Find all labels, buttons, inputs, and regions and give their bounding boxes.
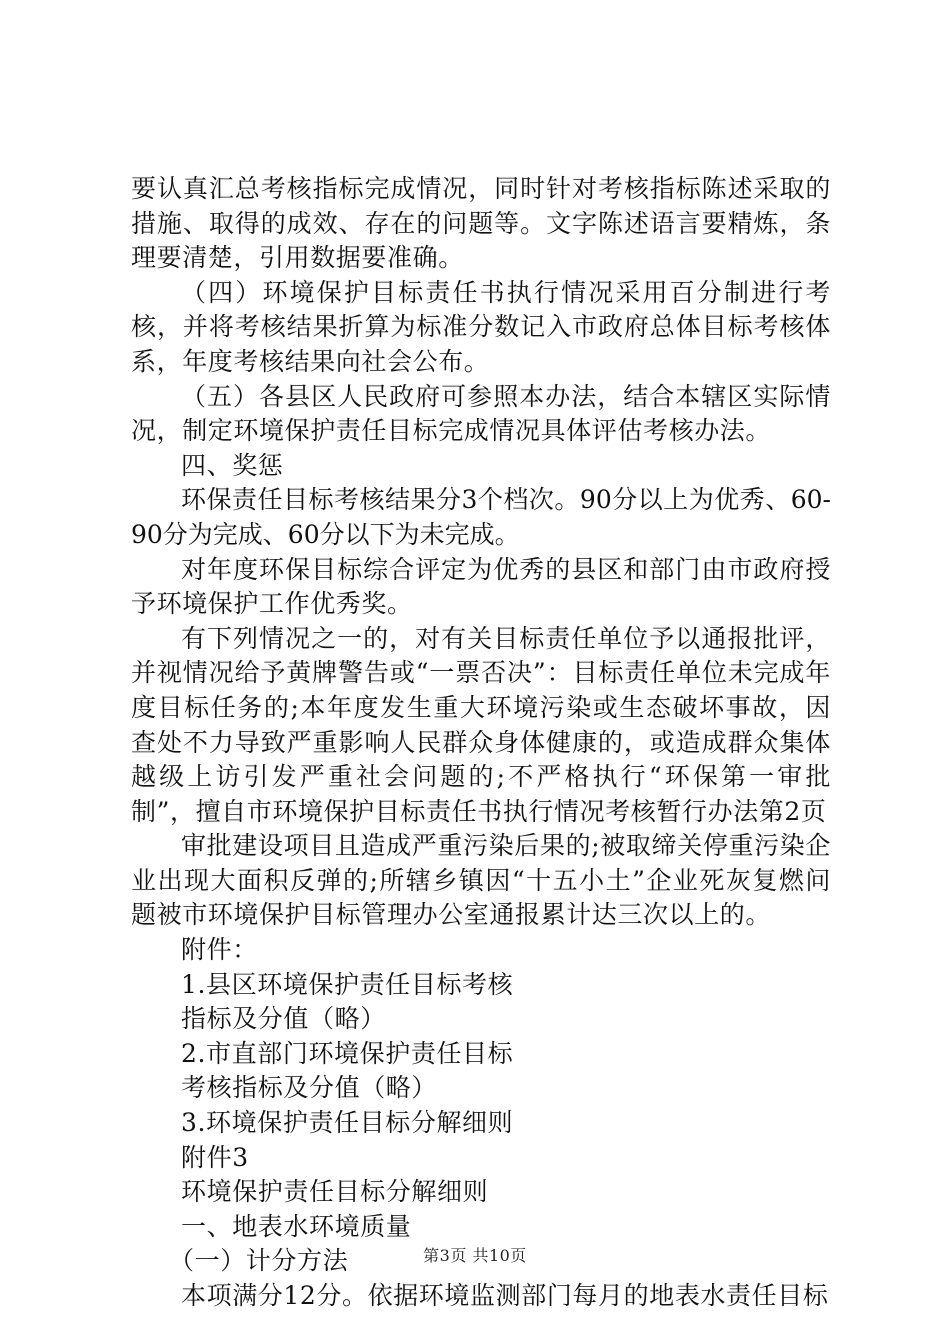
- document-body: [131, 172, 831, 1314]
- appendix-3-label: 附件3: [181, 1142, 249, 1172]
- attachment-1-line-1: 1.县区环境保护责任目标考核: [181, 969, 514, 999]
- paragraph-award: 对年度环保目标综合评定为优秀的县区和部门由市政府授予环境保护工作优秀奖。: [131, 554, 831, 619]
- paragraph-penalties-cont: 审批建设项目且造成严重污染后果的;被取缔关停重污染企业出现大面积反弹的;所辖乡镇因“十五小土”企业死灰复燃问题被市环境保护目标管理办公室通报累计达三次以上的。: [131, 831, 831, 930]
- attachments-heading: 附件：: [181, 935, 258, 965]
- attachment-2-line-2: 考核指标及分值（略）: [181, 1073, 438, 1103]
- section-heading-surface-water: 一、地表水环境质量: [181, 1211, 412, 1241]
- paragraph-item-4: （四）环境保护目标责任书执行情况采用百分制进行考核，并将考核结果折算为标准分数记入市政府总体目标考核体系，年度考核结果向社会公布。: [131, 277, 831, 376]
- page-footer: 第3页 共10页: [423, 1246, 527, 1265]
- section-heading-rewards: 四、奖惩: [181, 450, 284, 480]
- paragraph-scoring: 本项满分12分。依据环境监测部门每月的地表水责任目标: [181, 1281, 829, 1310]
- paragraph-grades: 环保责任目标考核结果分3个档次。90分以上为优秀、60-90分为完成、60分以下为未完成。: [131, 485, 831, 549]
- attachment-1-line-2: 指标及分值（略）: [181, 1004, 386, 1034]
- subsection-heading-scoring: （一）计分方法: [169, 1246, 349, 1276]
- attachment-3: 3.环境保护责任目标分解细则: [181, 1108, 514, 1138]
- paragraph-penalties: 有下列情况之一的，对有关目标责任单位予以通报批评，并视情况给予黄牌警告或“一票否决”：目标责任单位未完成年度目标任务的;本年度发生重大环境污染或生态破坏事故，因查处不力导致严重影响人民群众身体健康的，或造成群众集体越级上访引发严重社会问题的;不严格执行“环保第一审批制”，擅自市环境保护目标责任书执行情况考核暂行办法第2页: [131, 623, 831, 826]
- paragraph-item-5: （五）各县区人民政府可参照本办法，结合本辖区实际情况，制定环境保护责任目标完成情况具体评估考核办法。: [131, 381, 831, 446]
- paragraph-summary: 要认真汇总考核指标完成情况，同时针对考核指标陈述采取的措施、取得的成效、存在的问题等。文字陈述语言要精炼，条理要清楚，引用数据要准确。: [131, 174, 831, 273]
- attachment-2-line-1: 2.市直部门环境保护责任目标: [181, 1038, 514, 1068]
- appendix-3-title: 环境保护责任目标分解细则: [181, 1177, 489, 1207]
